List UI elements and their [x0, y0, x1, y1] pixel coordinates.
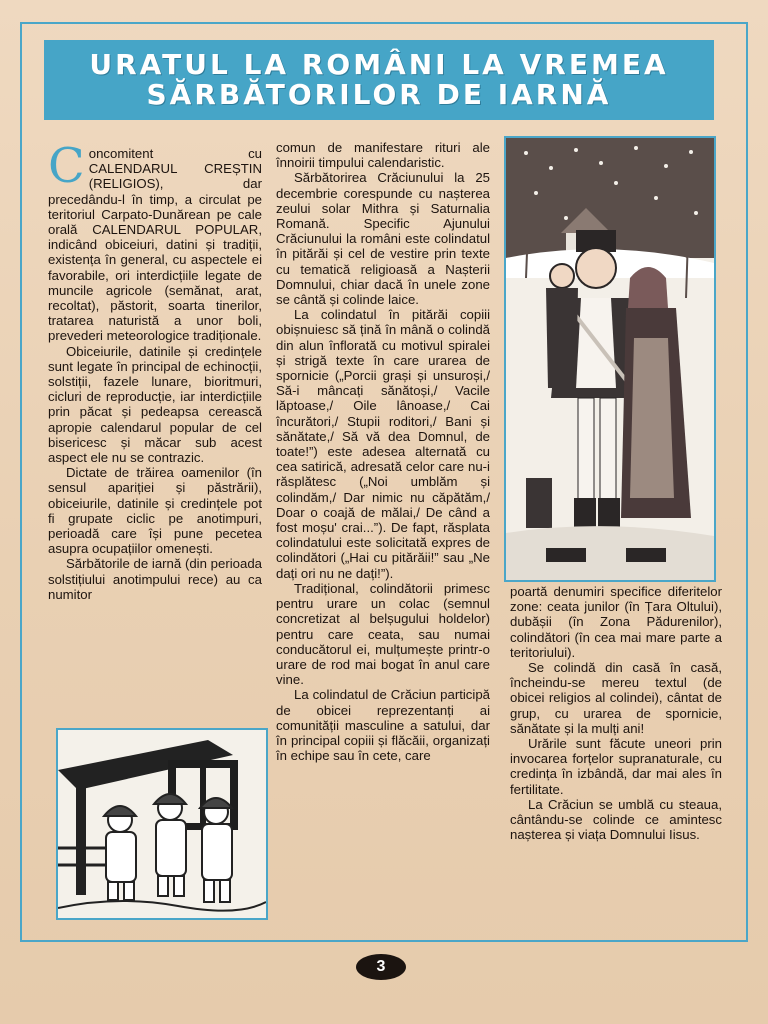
- paragraph: Dictate de trăirea oamenilor (în sensul apariției și păstrării), obiceiurile, datinile și credințele pot fi grupate ciclic pe anotimpuri, perioadă care își pune pecetea asupra ocupațiilor omenești.: [48, 465, 262, 557]
- paragraph: Obiceiurile, datinile și credințele sunt legate în principal de echinocții, solstiții, fazele lunare, bioritmuri, cicluri de reproducție, iar interdicțiile prin păcat și pedeapsa cerească apropie calendarul popular de cel bisericesc și măcar sub acest aspect ele nu se contrazic.: [48, 343, 262, 466]
- paragraph: Sărbătorirea Crăciunului la 25 decembrie corespunde cu nașterea zeului solar Mithra și Saturnalia Romană. Specific Ajunului Crăciunului la români este colindatul în pitărăi și cel de vestire prin texte cu tematică religioasă a Nașterii Domnului, chiar dacă în unele zone se cântă și colinde laice.: [276, 170, 490, 308]
- article-title-banner: [44, 40, 714, 120]
- paragraph: poartă denumiri specifice diferitelor zone: ceata junilor (în Țara Oltului), dubășii (în Zona Pădurenilor), colindători (în cea mai mare parte a teritoriului).: [510, 584, 722, 660]
- paragraph: comun de manifestare rituri ale înnoirii timpului calendaristic.: [276, 140, 490, 171]
- paragraph: La colindatul de Crăciun participă de obicei reprezentanți ai comunității masculine a satului, dar în principal copiii și flăcăii, organizați în echipe sau în cete, care: [276, 687, 490, 764]
- paragraph-text: oncomitent cu CALENDARUL CREȘTIN (RELIGIOS), dar precedându-l în timp, a circulat pe teritoriul Carpato-Dunărean pe cale orală CALENDARUL POPULAR, indicând obiceiuri, datini și tradiții, existența în general, cu aspectele ei favorabile, ori interdicțiile legate de muncile agricole (semănat, arat, recoltat), păstorit, soarta tinerilor, tratarea naturistă a unor boli, prevederi meteorologice tradiționale.: [48, 146, 262, 344]
- paragraph: Sărbătorile de iarnă (din perioada solstițiului anotimpului rece) au ca numitor: [48, 556, 262, 602]
- article-column-3: [510, 584, 722, 924]
- paragraph: Tradițional, colindătorii primesc pentru urare un colac (semnul concretizat al belșugului holdelor) pentru care ceata, sau numai conducătorul ei, mulțumește printr-o urare de rod mai bogat în anul care vine.: [276, 580, 490, 688]
- article-column-1: [48, 138, 262, 722]
- paragraph: La Crăciun se umblă cu steaua, cântându-se colinde ce amintesc nașterea și viața Domnului Iisus.: [510, 796, 722, 843]
- page-number: 3: [376, 958, 386, 975]
- title-line-1: URATUL LA ROMÂNI LA VREMEA: [89, 48, 669, 81]
- title-line-2: SĂRBĂTORILOR DE IARNĂ: [146, 78, 612, 111]
- carolers-illustration-large: [504, 136, 716, 582]
- drop-cap: C: [48, 138, 85, 194]
- paragraph: Urările sunt făcute uneori prin invocarea forțelor supranaturale, cu credința în izbândă, dar mai ales în fertilitate.: [510, 736, 722, 797]
- article-column-2: [276, 140, 490, 926]
- paragraph: [48, 138, 262, 344]
- paragraph: La colindatul în pitărăi copiii obișnuiesc să țină în mână o colindă din alun înflorată cu motivul spiralei și strigă texte în care urarea de spornicie („Porcii grași și unsuroși,/ Să-i mâncați sănătoși,/ Vacile lăptoase,/ Oile lânoase,/ Cai încurători,/ Stupii roditori,/ Bani și sănătate,/ Să vă dea Domnul, de toate!”) este adesea alternată cu cea satirică, adresată celor care nu-i răsplătesc („Noi umblăm și colindăm,/ Dar nimic nu căpătăm,/ Doar o coajă de mălai,/ De când a fost moșu' crai...”). De fapt, răsplata colindatului este solicitată expres de colindători („Hai cu pitărăii!” sau „Ne dați ori nu ne dați!”).: [276, 307, 490, 581]
- carolers-illustration-small: [56, 728, 268, 920]
- paragraph: Se colindă din casă în casă, încheindu-se mereu textul (de obicei religios al colindei), cântat de grup, cu urarea de spornicie, sănătate și la mulți ani!: [510, 660, 722, 736]
- folk-carolers-painting: [506, 138, 714, 580]
- children-carolers-drawing: [58, 730, 266, 918]
- page-number-badge: [356, 954, 406, 980]
